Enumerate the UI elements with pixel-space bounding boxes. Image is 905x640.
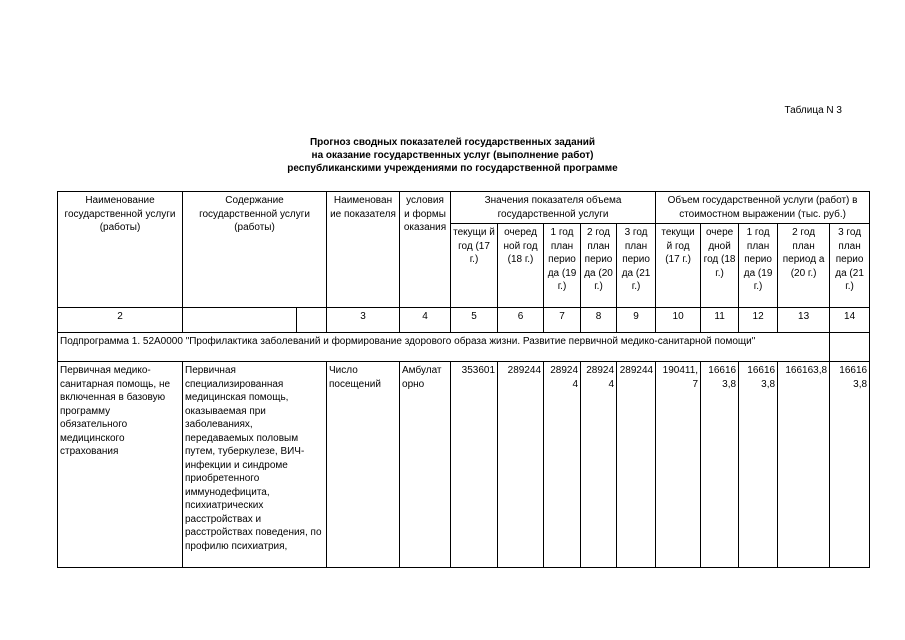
header-c-next: очере дной год (18 г.) <box>701 224 739 308</box>
header-v-plan3: 3 год план перио да (21 г.) <box>617 224 656 308</box>
title-line-3: республиканскими учреждениями по государственной программе <box>287 163 618 174</box>
col-num-empty <box>297 308 327 333</box>
col-num: 8 <box>581 308 617 333</box>
col-num: 7 <box>544 308 581 333</box>
col-num: 11 <box>701 308 739 333</box>
row-indicator-name: Число посещений <box>327 362 400 568</box>
row-c-plan1: 166163,8 <box>739 362 778 568</box>
header-service-name: Наименование государственной услуги (работы) <box>58 192 183 308</box>
col-num: 13 <box>778 308 830 333</box>
header-c-plan2: 2 год план период а (20 г.) <box>778 224 830 308</box>
title-line-1: Прогноз сводных показателей государственных заданий <box>309 137 596 148</box>
header-conditions: условия и формы оказания <box>400 192 451 308</box>
header-c-plan3: 3 год план перио да (21 г.) <box>830 224 870 308</box>
header-c-current: текущи й год (17 г.) <box>656 224 701 308</box>
row-conditions: Амбулат орно <box>400 362 451 568</box>
col-num: 6 <box>498 308 544 333</box>
header-cost-group: Объем государственной услуги (работ) в стоимостном выражении (тыс. руб.) <box>656 192 870 224</box>
col-num: 2 <box>58 308 183 333</box>
header-v-current: текущи й год (17 г.) <box>451 224 498 308</box>
header-indicator-name: Наименован ие показателя <box>327 192 400 308</box>
header-v-next: очеред ной год (18 г.) <box>498 224 544 308</box>
header-service-content: Содержание государственной услуги (работы) <box>183 192 327 308</box>
col-num: 5 <box>451 308 498 333</box>
table-row <box>58 362 870 568</box>
header-c-plan1: 1 год план перио да (19 г.) <box>739 224 778 308</box>
header-row-1 <box>58 192 870 224</box>
header-v-plan2: 2 год план перио да (20 г.) <box>581 224 617 308</box>
subprogram-title: Подпрограмма 1. 52А0000 "Профилактика заболеваний и формирование здорового образа жизни. Развитие первичной медико-санитарной помощи" <box>58 333 830 362</box>
row-v-plan3: 289244 <box>617 362 656 568</box>
col-num-empty <box>183 308 297 333</box>
row-v-next: 289244 <box>498 362 544 568</box>
row-v-current: 353601 <box>451 362 498 568</box>
table-number: Таблица N 3 <box>784 105 842 116</box>
subprogram-empty-cell <box>830 333 870 362</box>
row-service-content: Первичная специализированная медицинская помощь, оказываемая при заболеваниях, передаваемых половым путем, туберкулезе, ВИЧ-инфекции и синдроме приобретенного иммунодефицита, психиатрических расстройствах и расстройствах поведения, по профилю психиатрия, <box>183 362 327 568</box>
document-title <box>0 136 905 175</box>
subprogram-row <box>58 333 870 362</box>
title-line-2: на оказание государственных услуг (выполнение работ) <box>311 150 594 161</box>
row-service-name: Первичная медико-санитарная помощь, не включенная в базовую программу обязательного медицинского страхования <box>58 362 183 568</box>
col-num: 9 <box>617 308 656 333</box>
header-values-group: Значения показателя объема государственной услуги <box>451 192 656 224</box>
col-num: 4 <box>400 308 451 333</box>
row-c-plan3: 166163,8 <box>830 362 870 568</box>
col-num: 10 <box>656 308 701 333</box>
row-v-plan1: 289244 <box>544 362 581 568</box>
column-number-row <box>58 308 870 333</box>
row-c-plan2: 166163,8 <box>778 362 830 568</box>
header-v-plan1: 1 год план перио да (19 г.) <box>544 224 581 308</box>
row-v-plan2: 289244 <box>581 362 617 568</box>
forecast-table <box>57 191 870 568</box>
col-num: 12 <box>739 308 778 333</box>
col-num: 3 <box>327 308 400 333</box>
row-c-current: 190411,7 <box>656 362 701 568</box>
col-num: 14 <box>830 308 870 333</box>
row-c-next: 166163,8 <box>701 362 739 568</box>
